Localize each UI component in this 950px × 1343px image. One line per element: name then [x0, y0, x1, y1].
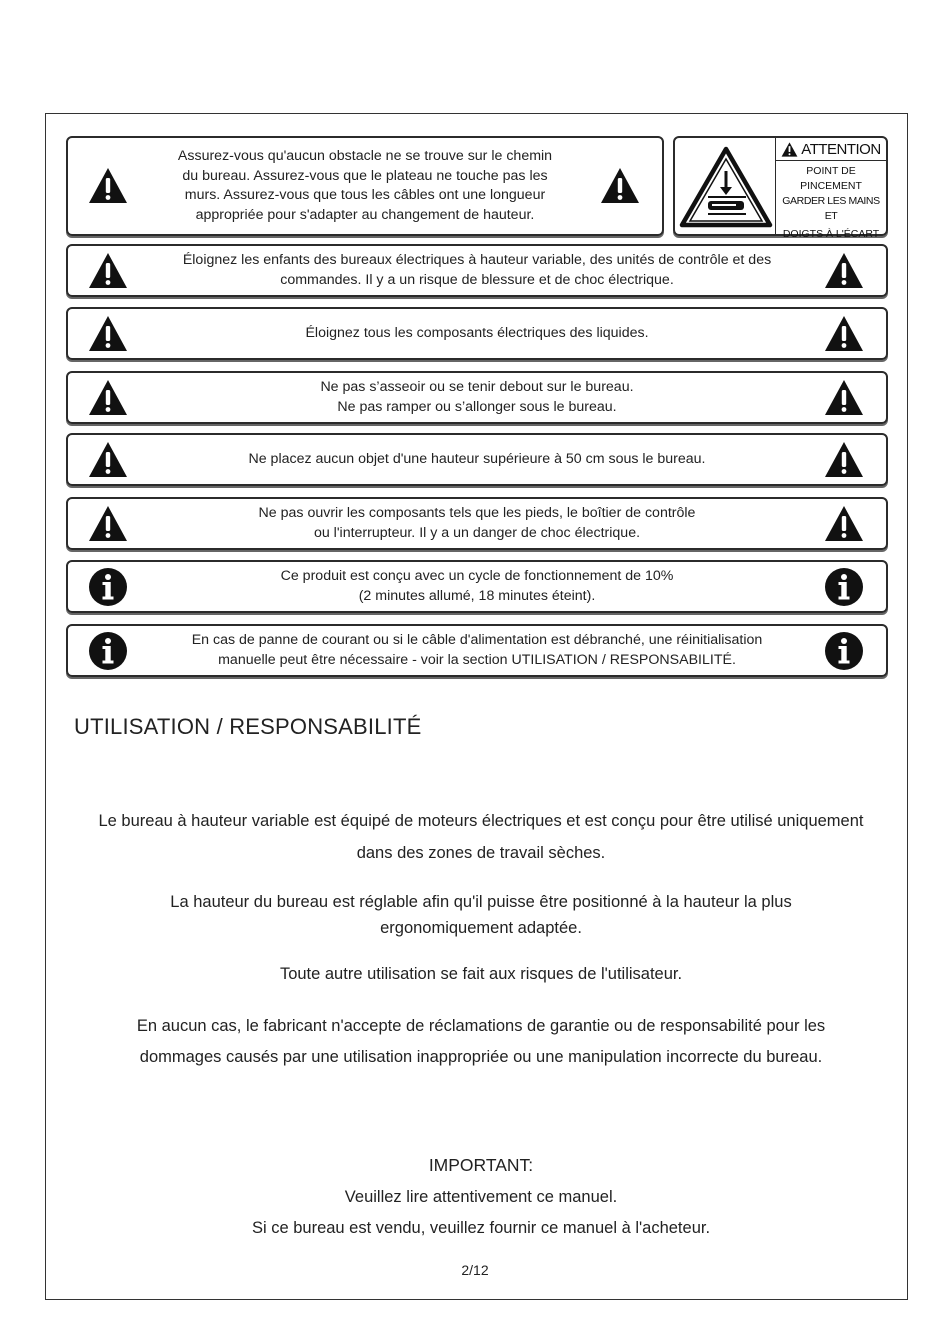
warning-text: Ne placez aucun objet d'une hauteur supérieure à 50 cm sous le bureau. [248, 450, 706, 467]
info-icon [88, 631, 128, 671]
warning-box-sitting [66, 371, 888, 424]
warning-box-components [66, 497, 888, 550]
warning-icon [88, 378, 128, 418]
info-icon [824, 631, 864, 671]
important-line: Si ce bureau est vendu, veuillez fournir ce manuel à l'acheteur. [251, 1219, 711, 1237]
warning-box-children [66, 244, 888, 297]
info-text: En cas de panne de courant ou si le câble d'alimentation est débranché, une réinitialisation manuelle peut être nécessaire - voir la section UTILISATION / RESPONSABILITÉ. [191, 632, 763, 668]
warning-icon [88, 166, 128, 206]
warning-icon [88, 504, 128, 544]
important-line: Veuillez lire attentivement ce manuel. [344, 1188, 618, 1206]
warning-icon [88, 440, 128, 480]
pinch-point-label [673, 136, 888, 240]
info-icon [824, 567, 864, 607]
attention-line: DOIGTS À L'ÉCART [782, 228, 880, 240]
important-title: IMPORTANT: [428, 1155, 534, 1175]
paragraph-liability: En aucun cas, le fabricant n'accepte de réclamations de garantie ou de responsabilité pour les dommages causés par une utilisation inappropriée ou une manipulation incorrecte du bureau. [136, 1017, 826, 1066]
info-text: Ce produit est conçu avec un cycle de fonctionnement de 10% (2 minutes allumé, 18 minutes éteint). [280, 568, 674, 604]
warning-text: Éloignez tous les composants électriques des liquides. [305, 324, 649, 341]
warning-box-liquids [66, 307, 888, 360]
warning-icon [824, 504, 864, 544]
warning-icon [88, 251, 128, 291]
paragraph-risk: Toute autre utilisation se fait aux risques de l'utilisateur. [279, 965, 683, 983]
info-box-power-failure [66, 624, 888, 677]
attention-line: PINCEMENT [800, 180, 862, 192]
warning-box-obstacles [66, 136, 664, 236]
info-icon [88, 567, 128, 607]
attention-header [776, 138, 886, 161]
warning-icon [781, 142, 798, 157]
warning-icon [88, 314, 128, 354]
attention-text-panel [775, 138, 886, 240]
warning-text: Assurez-vous qu'aucun obstacle ne se trouve sur le chemin du bureau. Assurez-vous que le plateau ne touche pas les murs. Assurez-vous que tous les câbles ont une longueur appropriée pour s'adapter au changement de hauteur. [177, 148, 553, 223]
warning-box-height [66, 433, 888, 486]
warning-icon [824, 251, 864, 291]
paragraph-height: La hauteur du bureau est réglable afin qu'il puisse être positionné à la hauteur la plus ergonomiquement adaptée. [170, 893, 792, 937]
warning-icon [824, 314, 864, 354]
warning-text: Éloignez les enfants des bureaux électriques à hauteur variable, des unités de contrôle et des commandes. Il y a un risque de blessure et de choc électrique. [182, 252, 772, 288]
pinch-point-icon [678, 141, 775, 231]
warning-text: Ne pas ouvrir les composants tels que les pieds, le boîtier de contrôle ou l'interrupteur. Il y a un danger de choc électrique. [258, 505, 696, 541]
attention-line: GARDER LES MAINS ET [782, 195, 880, 222]
warning-text: Ne pas s’asseoir ou se tenir debout sur le bureau. Ne pas ramper ou s’allonger sous le bureau. [320, 379, 634, 415]
section-title: UTILISATION / RESPONSABILITÉ [74, 714, 422, 739]
attention-title: ATTENTION [801, 140, 881, 158]
info-box-duty-cycle [66, 560, 888, 613]
warning-icon [824, 378, 864, 418]
warning-icon [600, 166, 640, 206]
page-number: 2/12 [461, 1262, 489, 1278]
warning-icon [824, 440, 864, 480]
attention-line: POINT DE [806, 165, 856, 177]
paragraph-usage: Le bureau à hauteur variable est équipé de moteurs électriques et est conçu pour être utilisé uniquement dans des zones de travail sèches. [98, 812, 864, 862]
